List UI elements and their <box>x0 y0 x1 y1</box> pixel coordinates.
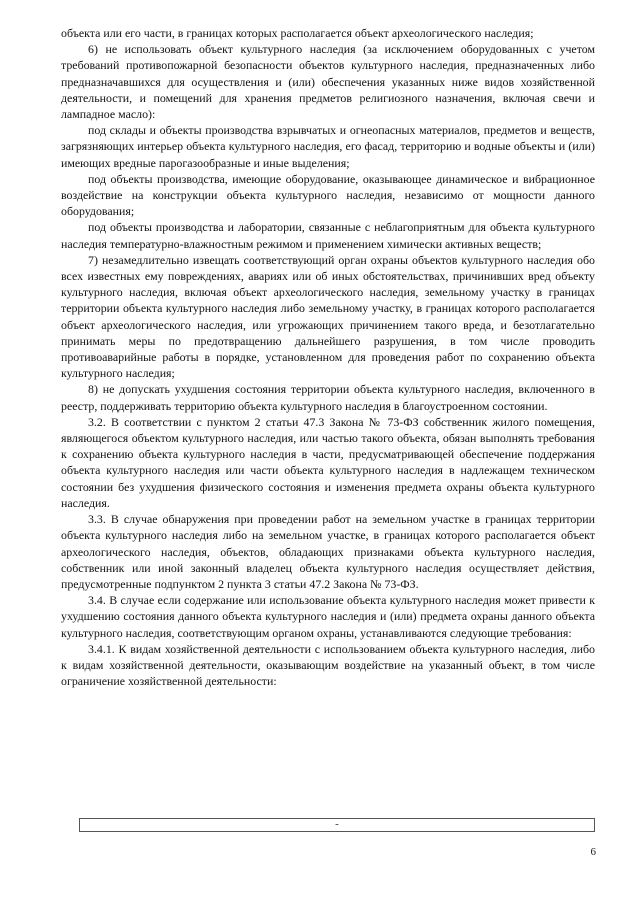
paragraph-3-3: 3.3. В случае обнаружения при проведении работ на земельном участке в границах территории объекта культурного наследия либо на земельном участке, в границах которого располагается объект археологического наследия, объектов, обладающих признаками объекта культурного наследия, собственник или иной законный владелец объекта культурного наследия осуществляет действия, предусмотренные подпунктом 2 пункта 3 статьи 47.2 Закона № 73-ФЗ. <box>61 512 595 591</box>
table-cell <box>79 818 595 832</box>
paragraph-item-8: 8) не допускать ухудшения состояния территории объекта культурного наследия, включенного в реестр, поддерживать территорию объекта культурного наследия в благоустроенном состоянии. <box>61 382 595 413</box>
paragraph-warehouses: под склады и объекты производства взрывчатых и огнеопасных материалов, предметов и веществ, загрязняющих интерьер объекта культурного наследия, его фасад, территорию и водные объекты и (или) имеющих вредные парогазообразные и иные выделения; <box>61 123 595 170</box>
page-number: 6 <box>590 846 596 858</box>
paragraph-production-equipment: под объекты производства, имеющие оборудование, оказывающее динамическое и вибрационное воздействие на конструкции объекта культурного наследия, независимо от мощности данного оборудования; <box>61 171 595 219</box>
paragraph-item-7: 7) незамедлительно извещать соответствующий орган охраны объектов культурного наследия обо всех известных ему повреждениях, авариях или об иных обстоятельствах, причинивших вред объекту культурного наследия, включая объект археологического наследия, земельному участку в границах территории объекта культурного наследия либо земельному участку, в границах которого располагается объект археологического наследия, или угрожающих причинением такого вреда, и безотлагательно принимать меры по предотвращению дальнейшего разрушения, в том числе проводить противоаварийные работы в порядке, установленном для проведения работ по сохранению объекта культурного наследия; <box>61 252 595 381</box>
paragraph-laboratories: под объекты производства и лаборатории, связанные с неблагоприятным для объекта культурного наследия температурно-влажностным режимом и применением химически активных веществ; <box>61 220 595 251</box>
document-body <box>61 25 595 689</box>
paragraph-continuation: объекта или его части, в границах которых располагается объект археологического наследия; <box>61 26 534 40</box>
table-cell-text: - <box>335 818 339 830</box>
paragraph-3-4: 3.4. В случае если содержание или использование объекта культурного наследия может привести к ухудшению состояния данного объекта культурного наследия и (или) предмета охраны данного объекта культурного наследия, соответствующим органом охраны, устанавливаются следующие требования: <box>61 593 595 640</box>
paragraph-item-6: 6) не использовать объект культурного наследия (за исключением оборудованных с учетом требований противопожарной безопасности объектов культурного наследия, предназначенных либо предназначавшихся для осуществления и (или) обеспечения указанных ниже видов хозяйственной деятельности, и помещений для хранения предметов религиозного назначения, включая свечи и лампадное масло): <box>61 42 595 122</box>
paragraph-3-2: 3.2. В соответствии с пунктом 2 статьи 47.3 Закона № 73-ФЗ собственник жилого помещения, являющегося объектом культурного наследия, или частью такого объекта, обязан выполнять требования к сохранению объекта культурного наследия в части, предусматривающей обеспечение поддержания объекта культурного наследия или части объекта культурного наследия в надлежащем техническом состоянии без ухудшения физического состояния и изменения предмета охраны объекта культурного наследия. <box>61 414 595 510</box>
paragraph-3-4-1: 3.4.1. К видам хозяйственной деятельности с использованием объекта культурного наследия, либо к видам хозяйственной деятельности, оказывающим воздействие на указанный объект, в том числе ограничение хозяйственной деятельности: <box>61 641 595 689</box>
